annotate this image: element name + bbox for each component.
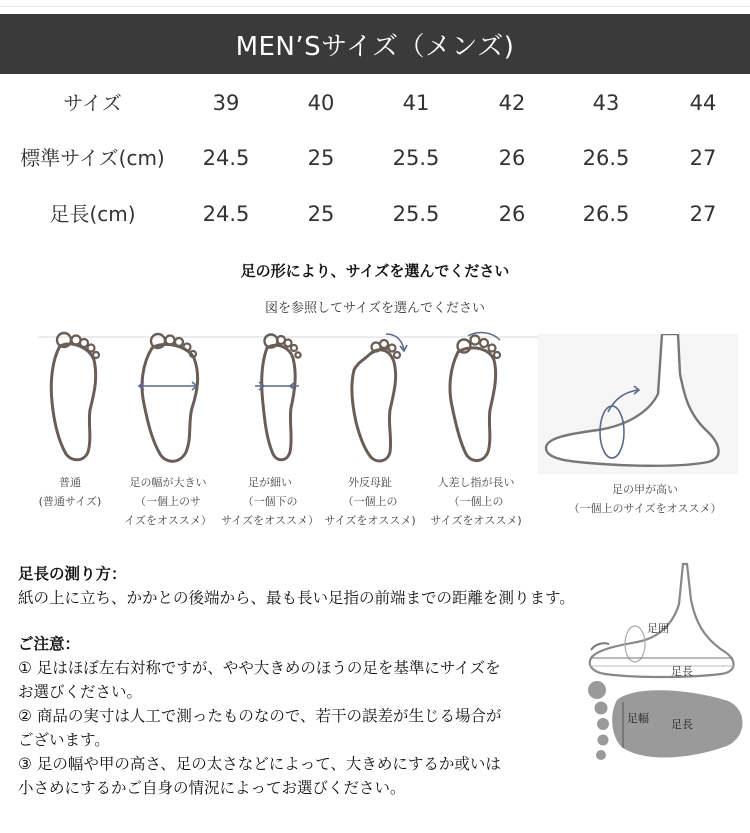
caption-name: 足の幅が大きい [129, 476, 207, 489]
table-cell: 25 [307, 202, 335, 226]
caption-name: 足が細い [248, 476, 292, 489]
row-label: サイズ [63, 91, 122, 115]
caption-advice: イズをオススメ） [124, 514, 212, 527]
note-line: お選びください。 [18, 683, 143, 701]
narrow-foot-icon [247, 330, 307, 470]
measurement-section [18, 562, 588, 610]
caption-advice: サイズをオススメ） [220, 514, 319, 527]
foot-type-caption [20, 473, 120, 511]
row-label: 標準サイズ(cm) [20, 146, 165, 170]
table-cell: 25.5 [392, 146, 440, 170]
note-line: 小さめにするかご自身の情況によってお選びください。 [18, 779, 406, 797]
note-line: ③ 足の幅や甲の高さ、足の太さなどによって、大きめにするか或いは [18, 755, 501, 773]
row-label: 足長(cm) [49, 202, 136, 226]
table-cell: 41 [402, 91, 430, 115]
caption-advice: （一個上のサ [135, 495, 201, 508]
caption-advice: サイズをオススメ) [430, 514, 522, 527]
note-line: ② 商品の実寸は人工で測ったものなので、若干の誤差が生じる場合が [18, 707, 502, 725]
caption-name: 普通 [59, 476, 81, 489]
table-cell: 27 [689, 146, 717, 170]
table-cell: 27 [689, 202, 717, 226]
caption-name: 外反母趾 [348, 476, 392, 489]
bunion-foot-icon [340, 330, 410, 470]
long-second-toe-foot-icon [440, 330, 510, 470]
foot-type-caption [560, 480, 730, 518]
page-title: MEN’Sサイズ（メンズ) [0, 14, 750, 74]
wide-foot-icon [134, 330, 204, 470]
notes-section [18, 632, 588, 800]
size-row-standard [0, 133, 750, 183]
caption-name: 足の甲が高い [612, 483, 678, 496]
foot-type-caption [214, 473, 326, 530]
table-cell: 25 [307, 146, 335, 170]
foot-measure-diagram [575, 560, 750, 810]
table-cell: 24.5 [202, 146, 250, 170]
table-cell: 44 [689, 91, 717, 115]
table-cell: 26.5 [582, 146, 630, 170]
normal-foot-icon [38, 330, 108, 470]
size-row-foot-length [0, 189, 750, 239]
caption-name: 人差し指が長い [437, 476, 515, 489]
foot-type-caption [420, 473, 532, 530]
caption-advice: （一個上のサイズをオススメ） [568, 502, 722, 515]
caption-advice: (普通サイズ) [38, 495, 102, 508]
high-instep-foot-icon [538, 334, 738, 474]
table-cell: 26 [498, 146, 526, 170]
size-row-size [0, 78, 750, 128]
caption-advice: （一個上の [448, 495, 504, 508]
table-cell: 40 [307, 91, 335, 115]
note-line: ございます。 [18, 731, 110, 749]
measurement-text: 紙の上に立ち、かかとの後端から、最も長い足指の前端までの距離を測ります。 [18, 589, 575, 607]
caption-advice: （一個上の [342, 495, 398, 508]
caption-advice: サイズをオススメ) [324, 514, 416, 527]
notes-heading: ご注意： [18, 635, 81, 653]
table-cell: 42 [498, 91, 526, 115]
table-cell: 26 [498, 202, 526, 226]
length-label-bottom: 足長 [671, 718, 693, 731]
table-cell: 24.5 [202, 202, 250, 226]
foot-shape-subtitle: 図を参照してサイズを選んでください [265, 301, 485, 316]
table-cell: 43 [592, 91, 620, 115]
foot-shape-title: 足の形により、サイズを選んでください [240, 262, 510, 280]
girth-label: 足囲 [647, 622, 669, 635]
table-cell: 39 [212, 91, 240, 115]
note-line: ① 足はほぼ左右対称ですが、やや大きめのほうの足を基準にサイズを [18, 659, 501, 677]
caption-advice: （一個下の [242, 495, 298, 508]
table-cell: 25.5 [392, 202, 440, 226]
foot-type-caption [314, 473, 426, 530]
length-label-top: 足長 [671, 665, 693, 678]
foot-type-caption [112, 473, 224, 530]
top-divider [0, 6, 750, 7]
width-label: 足幅 [627, 712, 649, 725]
table-cell: 26.5 [582, 202, 630, 226]
measurement-heading: 足長の測り方： [18, 565, 127, 583]
